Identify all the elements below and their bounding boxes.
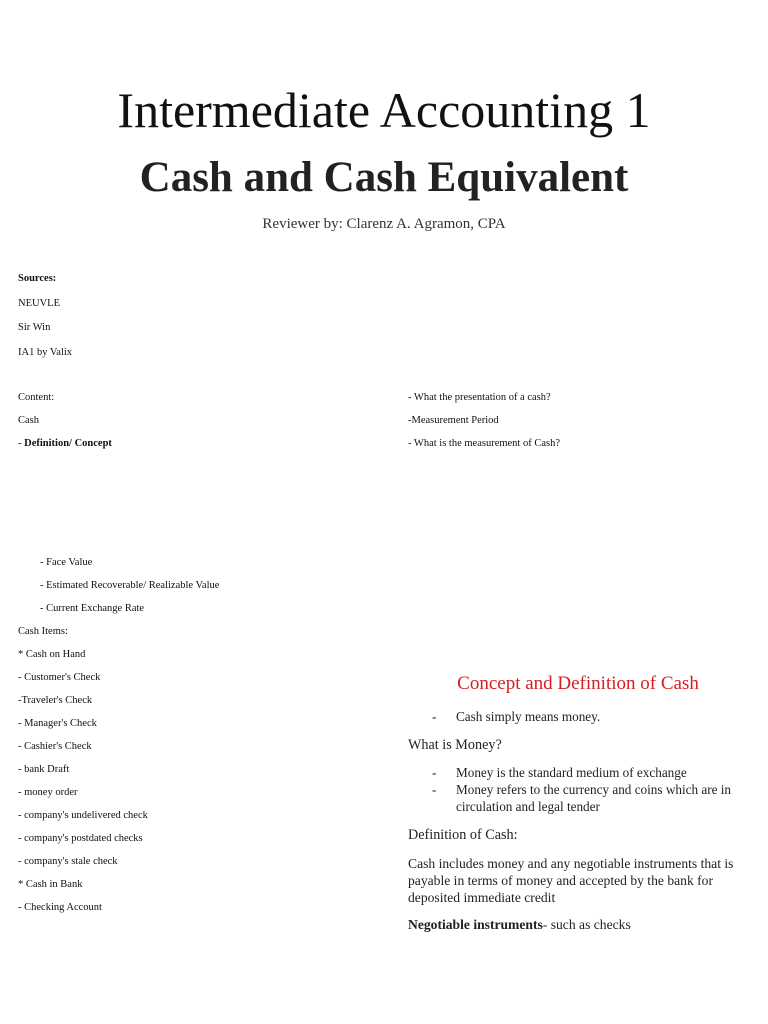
cash-item: -Traveler's Check xyxy=(18,695,93,706)
cash-item: - Customer's Check xyxy=(18,672,101,683)
cash-means-money-bullet xyxy=(432,708,752,725)
content-label: Content: xyxy=(18,392,55,403)
sources-heading: Sources: xyxy=(18,273,57,284)
cash-item: - company's stale check xyxy=(18,856,118,867)
content-cash: Cash xyxy=(18,415,39,426)
cash-item: - company's undelivered check xyxy=(18,810,148,821)
bullet-text: Cash simply means money. xyxy=(456,709,601,724)
cash-item: * Cash in Bank xyxy=(18,879,83,890)
negotiable-instruments-term: Negotiable instruments xyxy=(408,917,543,932)
negotiable-instruments-example: - such as checks xyxy=(542,917,631,932)
bullet-dash: - xyxy=(432,782,437,797)
cash-items-label: Cash Items: xyxy=(18,626,68,637)
content-definition xyxy=(18,437,112,451)
cash-item: - Manager's Check xyxy=(18,718,97,729)
reviewer-credit: Reviewer by: Clarenz A. Agramon, CPA xyxy=(262,216,506,232)
measurement-item: - Estimated Recoverable/ Realizable Value xyxy=(40,580,220,591)
money-bullet xyxy=(432,764,752,781)
source-item: Sir Win xyxy=(18,322,51,333)
cash-item: - money order xyxy=(18,787,78,798)
bullet-text: Money refers to the currency and coins which are in circulation and legal tender xyxy=(456,782,731,814)
source-item: NEUVLE xyxy=(18,298,60,309)
definition-prefix: - xyxy=(18,438,25,449)
cash-item: - bank Draft xyxy=(18,764,70,775)
content-right-item: - What is the measurement of Cash? xyxy=(408,438,561,449)
source-item: IA1 by Valix xyxy=(18,347,73,358)
content-right-item: -Measurement Period xyxy=(408,415,499,426)
content-right-item: - What the presentation of a cash? xyxy=(408,392,551,403)
cash-item: - Checking Account xyxy=(18,902,102,913)
bullet-text: Money is the standard medium of exchange xyxy=(456,765,687,780)
bullet-dash: - xyxy=(432,709,437,724)
document-title: Intermediate Accounting 1 xyxy=(117,82,651,138)
document-subtitle: Cash and Cash Equivalent xyxy=(139,154,629,201)
definition-paragraph: Cash includes money and any negotiable instruments that is payable in terms of money and accepted by the bank for deposited immediate credit xyxy=(408,856,734,905)
definition-heading: Definition of Cash: xyxy=(408,827,518,843)
measurement-item: - Current Exchange Rate xyxy=(40,603,145,614)
definition-concept-label: Definition/ Concept xyxy=(24,438,112,449)
measurement-item: - Face Value xyxy=(40,557,93,568)
negotiable-instruments-line xyxy=(408,916,753,933)
money-heading: What is Money? xyxy=(408,737,502,753)
money-bullet xyxy=(432,781,752,815)
cash-item: - company's postdated checks xyxy=(18,833,143,844)
concept-heading: Concept and Definition of Cash xyxy=(457,673,699,694)
cash-item: * Cash on Hand xyxy=(18,649,86,660)
cash-item: - Cashier's Check xyxy=(18,741,92,752)
bullet-dash: - xyxy=(432,765,437,780)
